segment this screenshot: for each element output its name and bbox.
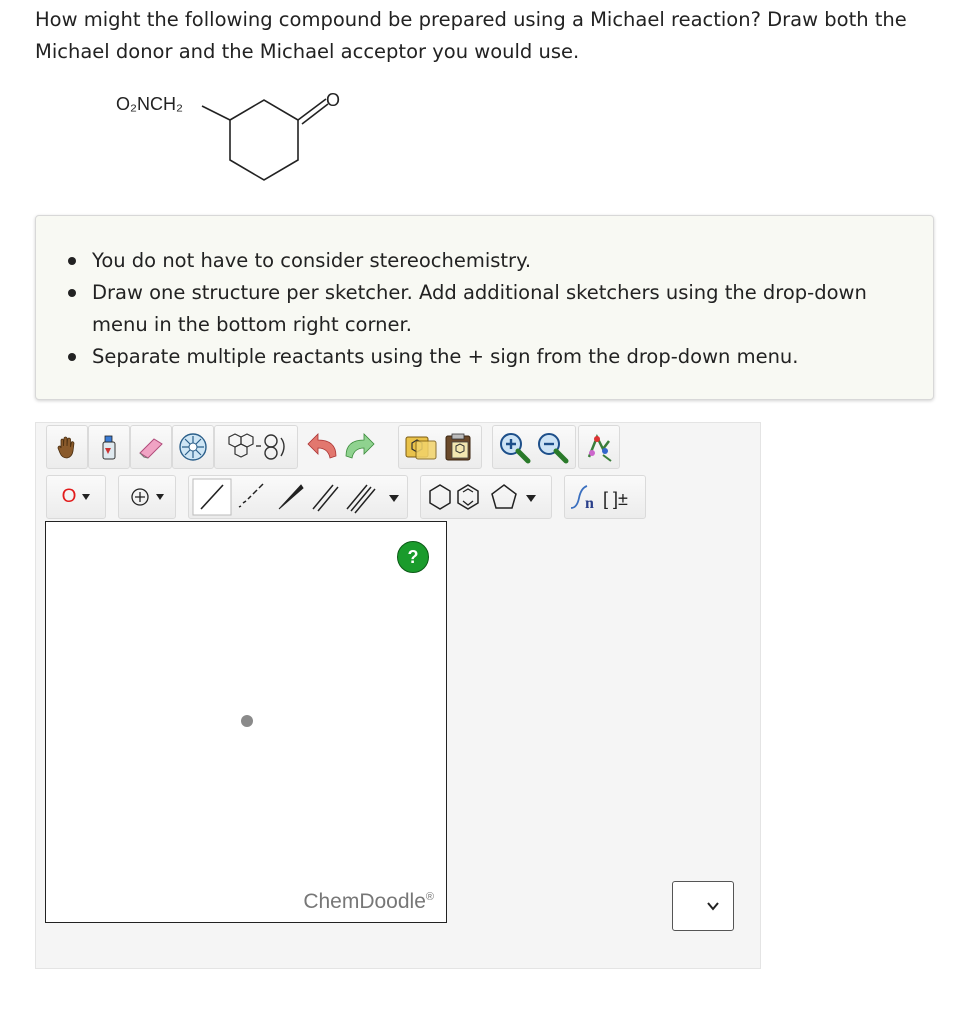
substituent-label: O₂NCH₂	[116, 94, 183, 114]
bond-tools	[188, 475, 408, 519]
chemdoodle-logo: ChemDoodle®	[303, 890, 434, 913]
chevron-down-icon	[156, 494, 164, 500]
repeat-unit-icon[interactable]	[567, 480, 601, 514]
instructions-list	[92, 245, 892, 373]
plus-charge-icon	[130, 487, 150, 507]
hand-icon	[53, 433, 81, 461]
ring-icons	[422, 477, 550, 517]
undo-icon[interactable]	[308, 434, 336, 458]
double-bond-icon	[313, 485, 338, 511]
spray-bottle-icon	[95, 432, 123, 462]
zoom-in-icon[interactable]	[496, 430, 534, 464]
add-sketcher-dropdown[interactable]	[672, 881, 734, 931]
svg-text:n: n	[585, 495, 594, 512]
clean-structure-button[interactable]	[578, 425, 620, 469]
undo-redo-icons	[300, 430, 384, 464]
help-button[interactable]: ?	[397, 541, 429, 573]
cyclopentane-icon	[492, 485, 516, 508]
bond-icons	[191, 477, 405, 517]
chevron-down-icon	[526, 495, 536, 502]
chevron-down-icon	[389, 495, 399, 502]
erase-all-button[interactable]	[88, 425, 130, 469]
undo-redo-group	[300, 425, 384, 469]
instruction-item: Draw one structure per sketcher. Add additional sketchers using the drop-down menu in the bottom right corner.	[92, 277, 892, 341]
question-text: How might the following compound be prepared using a Michael reaction? Draw both the Michael donor and the Michael acceptor you would use.	[35, 8, 907, 63]
carbonyl-oxygen-label: O	[326, 90, 341, 110]
copy-icon[interactable]	[402, 431, 440, 463]
wedge-dashed-icon	[239, 484, 263, 507]
bullet-icon	[68, 257, 76, 265]
bracket-charge-icon[interactable]	[601, 480, 643, 514]
atom-label: O	[61, 486, 77, 507]
hand-tool-button[interactable]	[46, 425, 88, 469]
paste-icon[interactable]	[440, 431, 478, 463]
ring-templates-icon	[219, 432, 293, 462]
canvas-center-marker	[241, 715, 253, 727]
chevron-down-icon	[82, 494, 90, 500]
wedge-bold-icon	[279, 485, 303, 509]
atom-element-dropdown[interactable]	[46, 475, 106, 519]
compass-icon	[177, 431, 209, 463]
instruction-item: Separate multiple reactants using the + sign from the drop-down menu.	[92, 341, 892, 373]
copy-paste-group	[398, 425, 482, 469]
drawing-canvas[interactable]	[45, 521, 447, 923]
target-molecule	[112, 80, 372, 190]
instructions-panel	[35, 215, 934, 400]
charge-dropdown[interactable]	[118, 475, 176, 519]
repeat-bracket-tools	[564, 475, 646, 519]
rings-templates-button[interactable]	[214, 425, 298, 469]
triple-bond-icon	[347, 485, 375, 513]
chevron-down-icon	[705, 899, 721, 913]
svg-text:[ ]±: [ ]±	[603, 489, 628, 509]
zoom-out-icon[interactable]	[534, 430, 572, 464]
cyclohexane-icon	[430, 485, 450, 509]
instruction-item: You do not have to consider stereochemistry.	[92, 245, 892, 277]
sketcher-container	[35, 422, 761, 969]
eraser-icon	[136, 433, 166, 461]
center-button[interactable]	[172, 425, 214, 469]
redo-icon[interactable]	[346, 434, 374, 458]
ring-tools	[420, 475, 552, 519]
eraser-button[interactable]	[130, 425, 172, 469]
zoom-group	[492, 425, 576, 469]
bullet-icon	[68, 289, 76, 297]
clean-structure-icon	[583, 431, 615, 463]
bullet-icon	[68, 353, 76, 361]
